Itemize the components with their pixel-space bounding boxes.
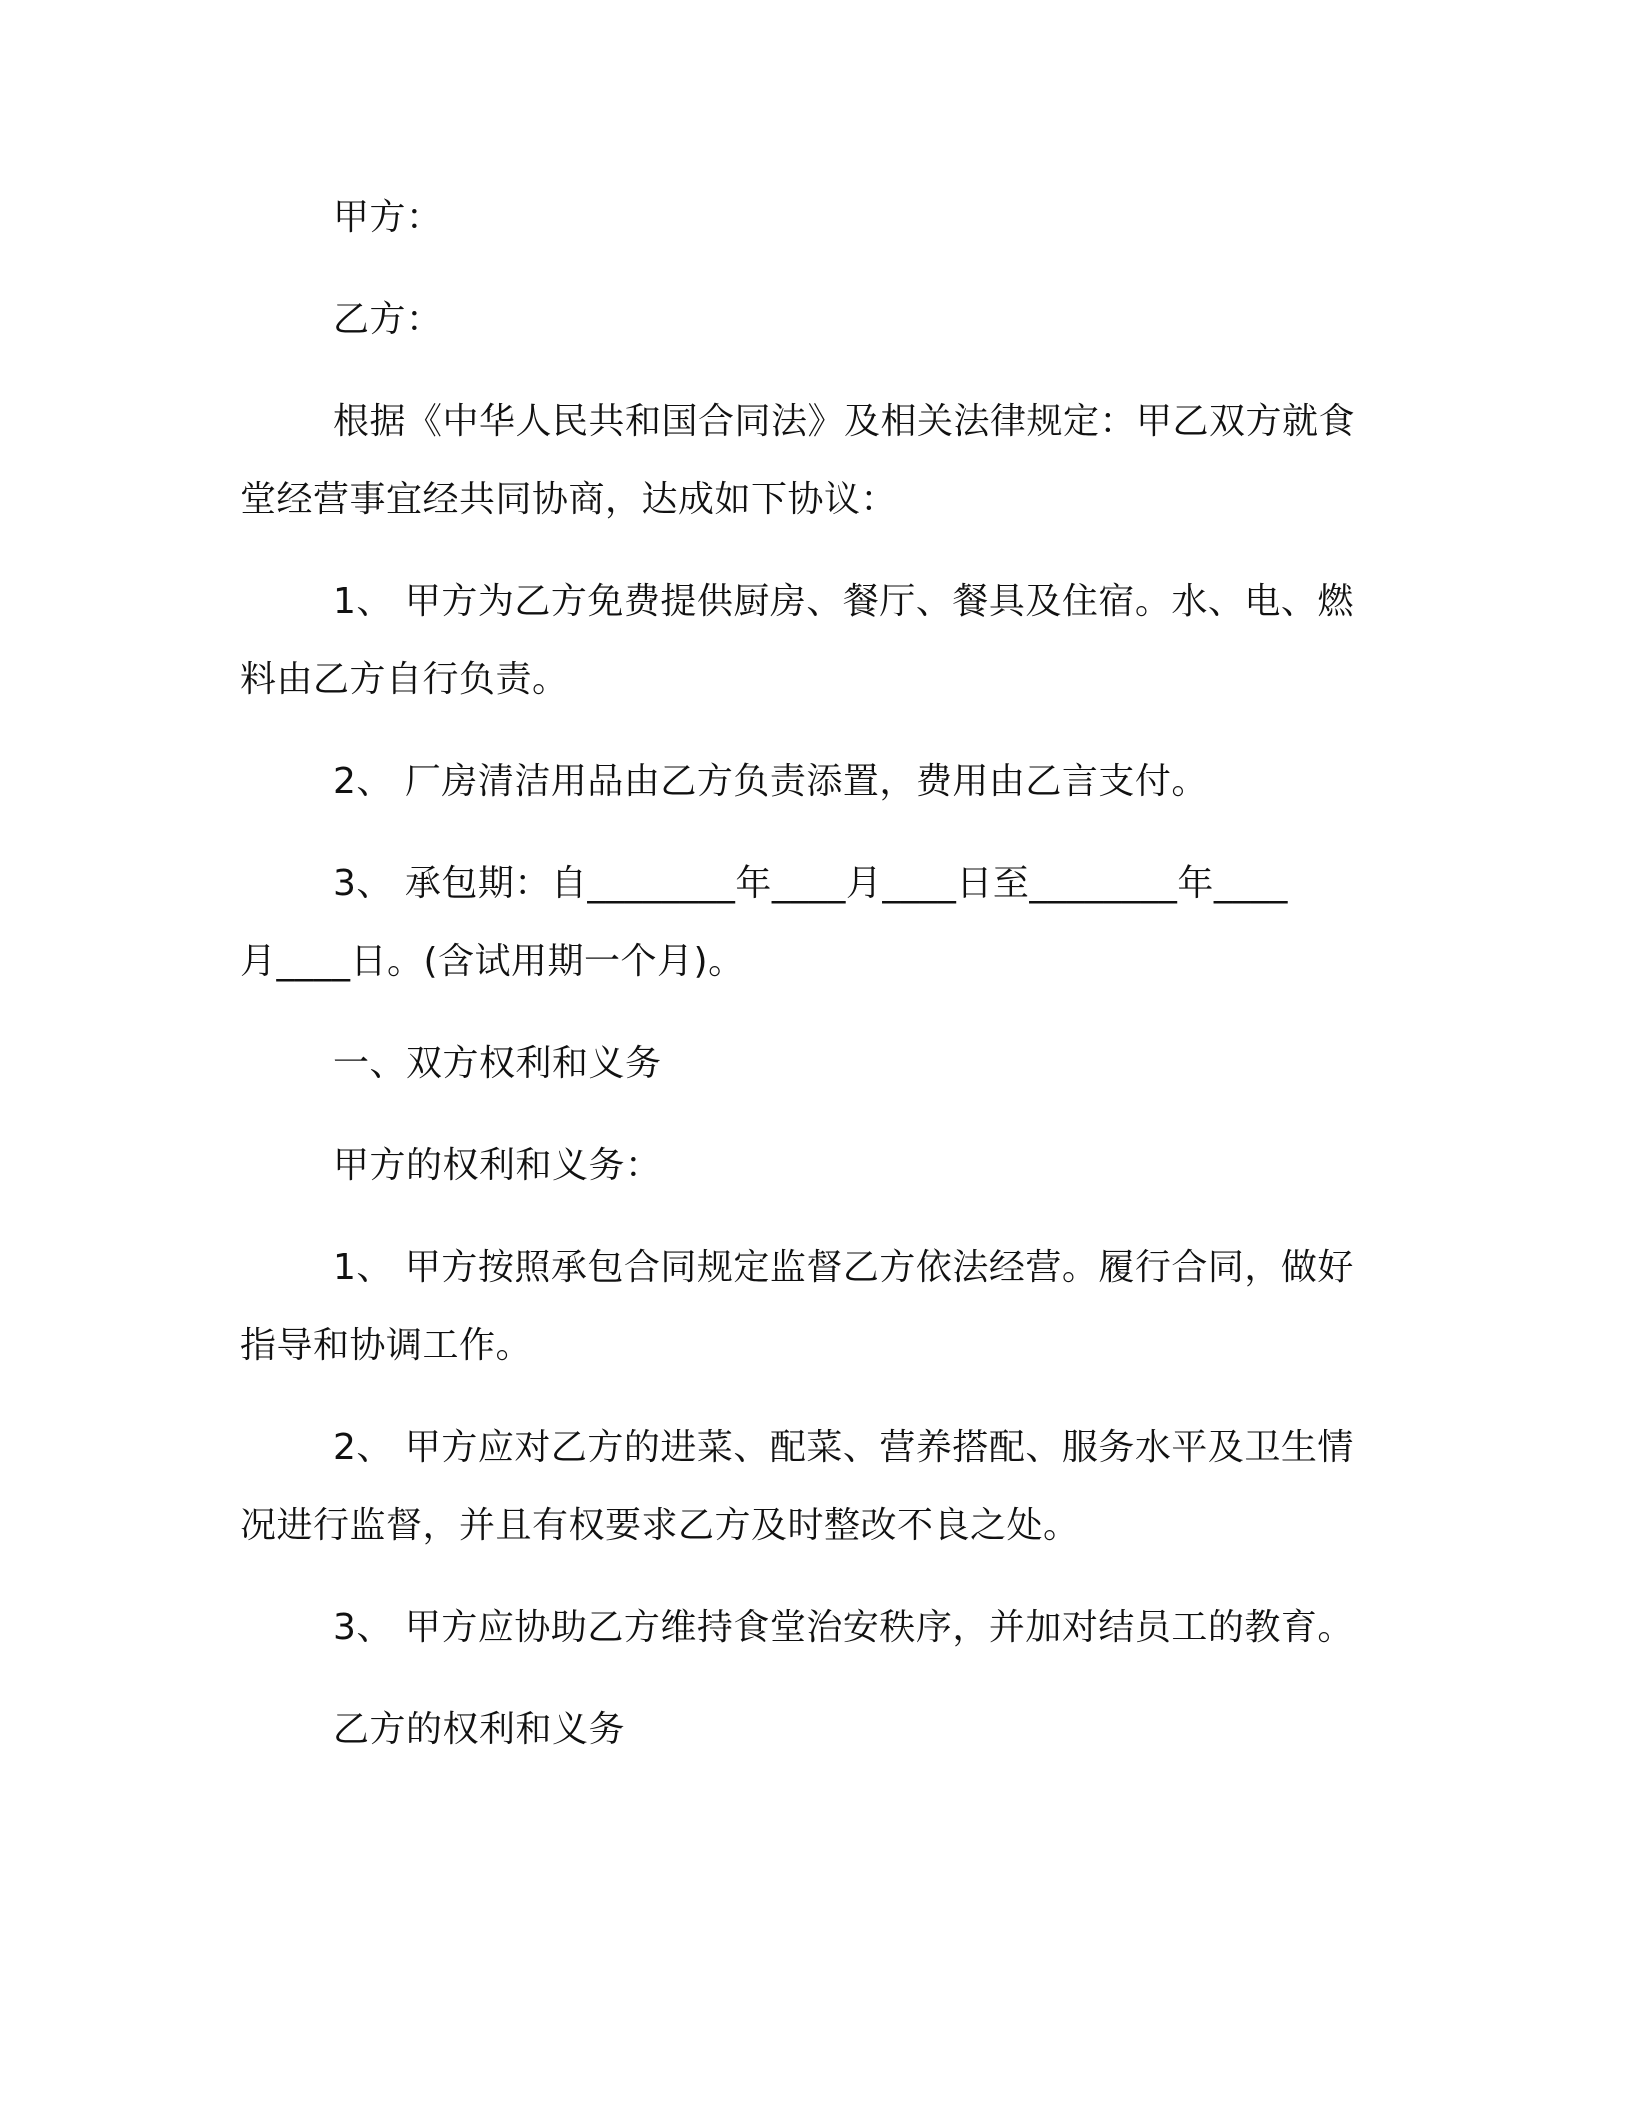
party-b-rights-heading: 乙方的权利和义务	[333, 1709, 626, 1750]
clause-2: 2、 厂房清洁用品由乙方负责添置，费用由乙言支付。	[333, 761, 1208, 802]
party-a-label: 甲方：	[333, 197, 443, 238]
clause-1-line-2: 料由乙方自行负责。	[240, 659, 569, 700]
party-a-clause-1-line-2: 指导和协调工作。	[240, 1325, 533, 1366]
party-a-clause-2-line-2: 况进行监督，并且有权要求乙方及时整改不良之处。	[240, 1505, 1080, 1546]
party-b-label: 乙方：	[333, 299, 443, 340]
intro-paragraph-line-1: 根据《中华人民共和国合同法》及相关法律规定：甲乙双方就食	[333, 401, 1356, 442]
party-a-rights-heading: 甲方的权利和义务：	[333, 1145, 662, 1186]
clause-1-line-1: 1、 甲方为乙方免费提供厨房、餐厅、餐具及住宿。水、电、燃	[333, 581, 1354, 622]
party-a-clause-1-line-1: 1、 甲方按照承包合同规定监督乙方依法经营。履行合同，做好	[333, 1247, 1354, 1288]
party-a-clause-2-line-1: 2、 甲方应对乙方的进菜、配菜、营养搭配、服务水平及卫生情	[333, 1427, 1354, 1468]
clause-3-line-1: 3、 承包期：自________年____月____日至________年____	[333, 863, 1288, 904]
clause-3-line-2: 月____日。(含试用期一个月)。	[240, 941, 745, 982]
section-1-heading: 一、双方权利和义务	[333, 1043, 662, 1084]
intro-paragraph-line-2: 堂经营事宜经共同协商，达成如下协议：	[240, 479, 898, 520]
party-a-clause-3: 3、 甲方应协助乙方维持食堂治安秩序，并加对结员工的教育。	[333, 1607, 1354, 1648]
